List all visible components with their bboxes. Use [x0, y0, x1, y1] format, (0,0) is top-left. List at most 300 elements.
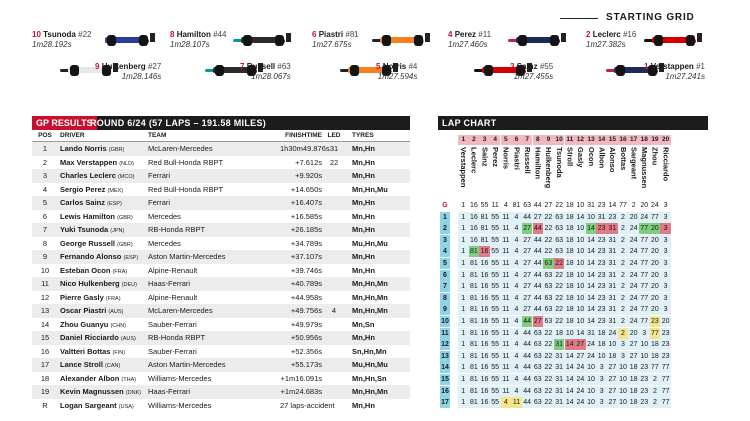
lap-cell: 2 [618, 328, 629, 339]
lap-cell: 10 [640, 352, 649, 360]
lap-cell: 77 [661, 376, 670, 383]
result-driver-name: Lando Norris [60, 144, 107, 153]
result-driver-name: Lance Stroll [60, 360, 103, 369]
lap-cell: 18 [565, 236, 574, 244]
result-pos: 3 [42, 171, 48, 180]
lap-cell: 63 [544, 271, 553, 279]
lap-driver-name-text: Zhou [650, 147, 660, 166]
lap-position-number: 3 [479, 135, 490, 145]
lap-cell: 10 [587, 213, 595, 221]
lap-cell: 10 [576, 236, 585, 244]
result-driver-nationality: (CAN) [105, 363, 121, 369]
result-driver-nationality: (JPN) [110, 228, 125, 234]
lap-cell: 23 [661, 329, 670, 337]
lap-cell: 4 [514, 341, 519, 349]
lap-cell: 4 [514, 236, 519, 244]
lap-cell: 31 [555, 399, 563, 407]
grid-qualifying-time: 1m27.675s [312, 40, 352, 49]
result-finish-time: +52.356s [290, 346, 322, 356]
lap-cell: 77 [640, 271, 649, 279]
lap-cell: 3 [660, 223, 671, 234]
lap-cell: 20 [651, 306, 659, 314]
lap-position-number: 18 [640, 136, 648, 143]
lap-cell: 24 [587, 341, 595, 349]
result-driver-name: George Russell [60, 238, 116, 248]
lap-cell: 81 [469, 260, 478, 267]
lap-cell: 18 [565, 318, 574, 325]
lap-row-label: 16 [441, 387, 449, 395]
lap-cell: 23 [597, 283, 606, 291]
lap-cell: 1 [461, 352, 466, 360]
lap-cell: 22 [544, 341, 553, 349]
lap-row [438, 270, 708, 281]
lap-cell: 10 [597, 352, 606, 360]
lap-cell: 22 [544, 236, 553, 244]
lap-cell: 63 [533, 329, 542, 337]
grid-position: 8 [170, 30, 175, 39]
lap-cell: 31 [555, 352, 563, 360]
result-team: Williams-Mercedes [148, 373, 212, 383]
grid-driver-name: Tsunoda [43, 30, 76, 39]
lap-cell: 11 [502, 329, 510, 337]
lap-driver-name [575, 147, 586, 199]
lap-cell: 2 [621, 248, 625, 256]
result-driver-name: Nico Hulkenberg [60, 279, 120, 288]
lap-cell: 3 [599, 399, 604, 407]
lap-cell: 24 [629, 225, 638, 233]
lap-cell: 4 [514, 248, 519, 256]
lap-cell: 31 [555, 387, 563, 395]
result-team: Williams-Mercedes [148, 400, 212, 410]
lap-row-label: 4 [440, 246, 450, 257]
grid-driver-name: Norris [382, 62, 407, 71]
lap-cell: 11 [502, 283, 510, 291]
lap-cell: 22 [555, 283, 563, 291]
lap-row-label: 8 [440, 293, 450, 304]
lap-cell: 14 [587, 271, 595, 279]
grid-car-number: #81 [345, 30, 359, 39]
result-pos: 18 [40, 373, 50, 383]
lap-cell: 55 [491, 329, 500, 337]
lap-cell: 20 [629, 329, 638, 337]
lap-cell: 81 [469, 283, 478, 291]
lap-cell: 16 [480, 294, 489, 302]
lap-cell: 44 [523, 376, 532, 383]
result-team: Aston Martin-Mercedes [148, 360, 226, 369]
lap-cell: 11 [502, 260, 510, 267]
result-laps-led: 31 [329, 144, 339, 153]
lap-cell: 4 [514, 364, 519, 372]
lap-cell: 81 [469, 352, 478, 360]
starting-grid-header [560, 12, 750, 26]
lap-cell: 16 [480, 376, 489, 383]
lap-cell: 55 [491, 283, 500, 291]
lap-cell: 1 [461, 341, 466, 349]
result-driver-nationality: (GBR) [117, 214, 133, 221]
result-tyres: Mu,Hn,Mu [352, 238, 388, 248]
lap-cell: 31 [587, 202, 595, 209]
lap-row-label: 15 [441, 376, 449, 383]
lap-cell: 27 [608, 376, 617, 383]
lap-cell: 81 [469, 387, 478, 395]
lap-cell: 77 [640, 225, 649, 233]
lap-cell: 22 [555, 318, 563, 325]
lap-cell: 18 [629, 399, 638, 407]
grid-driver-name: Leclerc [592, 30, 621, 39]
lap-cell: 3 [663, 248, 668, 256]
lap-cell: 11 [502, 318, 510, 325]
result-tyres: Mn,Hn [352, 400, 375, 410]
result-driver-nationality: (DNK) [125, 390, 142, 396]
lap-cell: 55 [491, 271, 500, 279]
lap-cell: 27 [523, 260, 532, 267]
lap-cell: 10 [576, 225, 585, 233]
lap-cell: 14 [587, 236, 595, 244]
lap-cell: 14 [587, 260, 595, 267]
lap-driver-name-text: Alonso [608, 147, 618, 173]
result-tyres: Mn,Hn [352, 265, 375, 275]
lap-cell: 77 [661, 387, 670, 395]
lap-driver-name [565, 147, 576, 199]
lap-cell: 23 [597, 318, 606, 325]
lap-cell: 14 [587, 294, 595, 302]
lap-cell: 23 [597, 236, 606, 244]
lap-cell: 14 [576, 329, 585, 337]
result-pos: 16 [40, 346, 50, 356]
lap-cell: 55 [480, 202, 489, 209]
result-pos: 6 [42, 211, 48, 221]
grid-slot-10 [32, 30, 91, 50]
lap-cell: 16 [480, 387, 489, 395]
lap-driver-name-text: Hamilton [533, 147, 543, 180]
lap-cell: 23 [640, 364, 649, 372]
result-finish-time: +37.107s [290, 252, 322, 261]
lap-cell: 27 [629, 341, 638, 349]
lap-driver-name-text: Leclerc [469, 147, 479, 174]
lap-cell: 77 [640, 306, 649, 314]
result-pos: 19 [40, 387, 50, 396]
lap-cell: 22 [555, 306, 563, 314]
lap-row-label: 1 [440, 212, 450, 223]
grid-slot-3 [510, 62, 553, 82]
lap-cell: 14 [587, 283, 595, 291]
lap-cell: 2 [621, 271, 625, 279]
lap-cell: 27 [576, 352, 585, 360]
lap-cell: 18 [565, 260, 574, 267]
lap-cell: 23 [661, 341, 670, 349]
result-driver-name: Esteban Ocon [60, 265, 111, 275]
lap-cell: 10 [576, 294, 585, 302]
lap-cell: 18 [565, 294, 574, 302]
lap-cell: 22 [555, 271, 563, 279]
lap-cell: 77 [640, 260, 649, 267]
lap-cell: 3 [599, 376, 604, 383]
lap-driver-name-text: Perez [490, 147, 500, 168]
lap-cell: 14 [608, 202, 617, 209]
lap-row [438, 339, 708, 350]
lap-cell: 55 [491, 294, 500, 302]
lap-cell: 14 [587, 225, 595, 233]
lap-cell: 55 [491, 352, 500, 360]
result-finish-time: +16.585s [290, 211, 322, 221]
lap-cell: 31 [555, 364, 563, 372]
result-pos: 1 [42, 144, 48, 153]
lap-cell: 3 [642, 329, 647, 337]
lap-cell: 81 [469, 329, 478, 337]
lap-driver-name [543, 147, 554, 199]
lap-cell: 27 [533, 318, 542, 325]
lap-cell: 55 [491, 399, 500, 407]
lap-cell: 14 [565, 376, 574, 383]
result-pos: 5 [42, 198, 48, 207]
lap-cell: 44 [533, 294, 542, 302]
lap-cell: 1 [461, 318, 466, 325]
lap-cell: 23 [597, 271, 606, 279]
lap-cell: 20 [640, 202, 649, 209]
lap-driver-name [522, 147, 533, 199]
lap-position-number: 11 [566, 136, 574, 143]
grid-position: 5 [376, 62, 381, 71]
result-finish-time: +55.173s [290, 360, 322, 369]
result-team: Red Bull-Honda RBPT [148, 157, 224, 167]
lap-cell: 44 [533, 248, 542, 256]
result-tyres: Mn,Hn,Mn [352, 306, 388, 315]
results-column-headers [32, 130, 410, 142]
results-row [32, 183, 410, 197]
result-finish-time: +16.407s [290, 198, 322, 207]
lap-cell: 10 [619, 376, 627, 383]
result-driver-name: Daniel Ricciardo [60, 333, 119, 342]
lap-position-number: 12 [576, 136, 584, 143]
lap-cell: 4 [514, 387, 519, 395]
result-driver-name: Valtteri Bottas [60, 346, 111, 356]
result-team: McLaren-Mercedes [148, 306, 213, 315]
lap-cell: 4 [514, 329, 519, 337]
lap-position-number: 2 [469, 135, 480, 145]
lap-cell: 11 [502, 213, 510, 221]
lap-row-label: 2 [440, 223, 450, 234]
result-team: Alpine-Renault [148, 265, 198, 275]
lap-cell: 22 [555, 260, 563, 267]
lap-cell: 18 [651, 352, 659, 360]
grid-car-8 [233, 32, 291, 48]
lap-driver-name [490, 147, 501, 199]
lap-row-label: 13 [441, 352, 449, 360]
lap-cell: 11 [502, 352, 510, 360]
result-team: Haas-Ferrari [148, 279, 191, 288]
lap-cell: 18 [629, 364, 638, 372]
lap-cell: 3 [599, 364, 604, 372]
lap-cell: 44 [533, 271, 542, 279]
lap-cell: 44 [533, 306, 542, 314]
result-driver-name: Charles Leclerc [60, 171, 116, 180]
grid-car-number: #22 [78, 30, 92, 39]
lap-row [438, 235, 708, 246]
lap-driver-name-text: Bottas [618, 147, 628, 171]
lap-cell: 24 [608, 329, 617, 337]
lap-cell: 16 [480, 329, 489, 337]
lap-cell: 10 [608, 341, 617, 349]
lap-driver-name-text: Ricciardo [661, 147, 671, 182]
lap-row [438, 328, 708, 339]
lap-cell: 63 [533, 341, 542, 349]
results-row [32, 264, 410, 278]
lap-driver-name-text: Piastri [512, 147, 522, 170]
lap-cell: 22 [544, 352, 553, 360]
lap-cell: 24 [629, 318, 638, 325]
result-driver-name: Alexander Albon [60, 373, 120, 383]
result-pos: 17 [40, 360, 50, 369]
col-header-team: TEAM [148, 132, 167, 139]
lap-cell: 44 [533, 225, 542, 233]
lap-cell: 77 [640, 294, 649, 302]
lap-driver-name [607, 147, 618, 199]
results-row [32, 210, 410, 224]
result-driver-nationality: (DEU) [121, 282, 137, 288]
lap-cell: 4 [501, 397, 512, 408]
result-team: Ferrari [148, 171, 171, 180]
grid-car-number: #16 [622, 30, 637, 39]
lap-driver-name-text: Gasly [576, 147, 586, 168]
lap-cell: 20 [651, 283, 659, 291]
lap-cell: 10 [576, 283, 585, 291]
results-row [32, 331, 410, 345]
lap-cell: 14 [565, 387, 574, 395]
result-driver-nationality: (MCO) [117, 174, 135, 180]
lap-cell: 31 [608, 306, 617, 314]
lap-cell: 18 [565, 306, 574, 314]
result-pos: 9 [42, 252, 48, 261]
lap-cell: 23 [597, 248, 606, 256]
lap-position-number: 19 [651, 136, 659, 143]
result-team: Alpine-Renault [148, 292, 198, 302]
lap-cell: 27 [629, 352, 638, 360]
lap-cell: 16 [480, 260, 489, 267]
lap-cell: 31 [608, 248, 617, 256]
lap-cell: 55 [491, 387, 500, 395]
lap-cell: 31 [608, 225, 617, 233]
result-finish-time: +39.746s [290, 265, 322, 275]
grid-car-number: #63 [277, 62, 291, 71]
result-team: Aston Martin-Mercedes [148, 252, 226, 261]
lap-cell: 11 [502, 341, 510, 349]
lap-cell: 1 [461, 271, 466, 279]
lap-cell: 24 [576, 364, 585, 372]
lap-cell: 16 [480, 341, 489, 349]
lap-cell: 27 [576, 341, 585, 349]
lap-cell: 63 [555, 236, 563, 244]
lap-cell: 55 [491, 306, 500, 314]
lap-cell: 77 [651, 329, 659, 337]
lap-cell: 27 [608, 387, 617, 395]
result-tyres: Mn,Hn [352, 157, 375, 167]
lap-cell: 27 [544, 202, 553, 209]
result-finish-time: 27 laps-accident [280, 400, 335, 410]
results-row [32, 291, 410, 305]
lap-driver-name-text: Russell [522, 147, 532, 174]
lap-cell: 14 [565, 399, 574, 407]
lap-driver-name [479, 147, 490, 199]
lap-cell: 63 [544, 306, 553, 314]
lap-cell: 16 [469, 213, 478, 221]
lap-cell: 1 [461, 376, 466, 383]
lap-cell: 4 [514, 283, 519, 291]
lap-cell: 24 [629, 260, 638, 267]
lap-cell: 81 [469, 306, 478, 314]
lap-row [438, 258, 708, 269]
lap-cell: 20 [651, 294, 659, 302]
lap-cell: 18 [565, 213, 574, 221]
result-driver-name: Yuki Tsunoda [60, 225, 109, 234]
lap-cell: 22 [544, 387, 553, 395]
lap-chart [438, 116, 708, 407]
lap-cell: 2 [621, 260, 625, 267]
result-team: Ferrari [148, 198, 171, 207]
grid-car-number: #11 [478, 30, 492, 39]
lap-cell: 14 [576, 213, 585, 221]
grid-slot-7 [240, 62, 291, 82]
result-driver-name: Zhou Guanyu [60, 319, 109, 329]
lap-cell: 16 [469, 202, 478, 209]
lap-cell: 22 [544, 376, 553, 383]
grid-qualifying-time: 1m28.107s [170, 40, 210, 49]
lap-cell: 27 [608, 364, 617, 372]
col-header-finish: FINISHTIME [285, 132, 322, 139]
lap-driver-name [511, 147, 522, 199]
lap-cell: 44 [533, 236, 542, 244]
lap-cell: 31 [608, 283, 617, 291]
lap-cell: 16 [480, 271, 489, 279]
lap-cell: 10 [587, 387, 595, 395]
lap-cell: 2 [652, 376, 657, 383]
lap-driver-name [554, 147, 565, 199]
lap-cell: 1 [461, 202, 466, 209]
lap-cell: 11 [502, 306, 510, 314]
lap-position-number: 17 [630, 136, 638, 143]
lap-cell: 11 [502, 225, 510, 233]
lap-cell: 63 [533, 352, 542, 360]
lap-cell: 27 [523, 306, 532, 314]
result-pos: 13 [40, 306, 50, 315]
result-finish-time: +44.958s [290, 292, 322, 302]
grid-position: 3 [510, 62, 515, 71]
lap-cell: 24 [576, 376, 585, 383]
results-row [32, 372, 410, 386]
lap-cell: 18 [565, 283, 574, 291]
starting-grid-title: STARTING GRID [606, 12, 695, 23]
grid-driver-name: Hulkenberg [101, 62, 146, 71]
lap-row [438, 304, 708, 315]
result-team: Haas-Ferrari [148, 387, 191, 396]
lap-cell: 20 [651, 225, 659, 233]
lap-cell: 1 [461, 213, 466, 221]
lap-cell: 77 [619, 202, 627, 209]
lap-cell: 63 [533, 376, 542, 383]
lap-cell: 44 [533, 202, 542, 209]
lap-cell: 11 [502, 294, 510, 302]
lap-cell: 10 [576, 260, 585, 267]
lap-cell: 3 [663, 213, 668, 221]
lap-cell: 23 [640, 376, 649, 383]
lap-cell: 2 [621, 283, 625, 291]
lap-cell: 10 [576, 248, 585, 256]
lap-cell: 63 [533, 399, 542, 407]
lap-driver-name-text: Magnussen [640, 147, 650, 189]
lap-cell: 3 [663, 202, 668, 209]
lap-cell: 81 [480, 213, 489, 221]
result-pos: 4 [42, 184, 48, 194]
lap-cell: 81 [469, 294, 478, 302]
